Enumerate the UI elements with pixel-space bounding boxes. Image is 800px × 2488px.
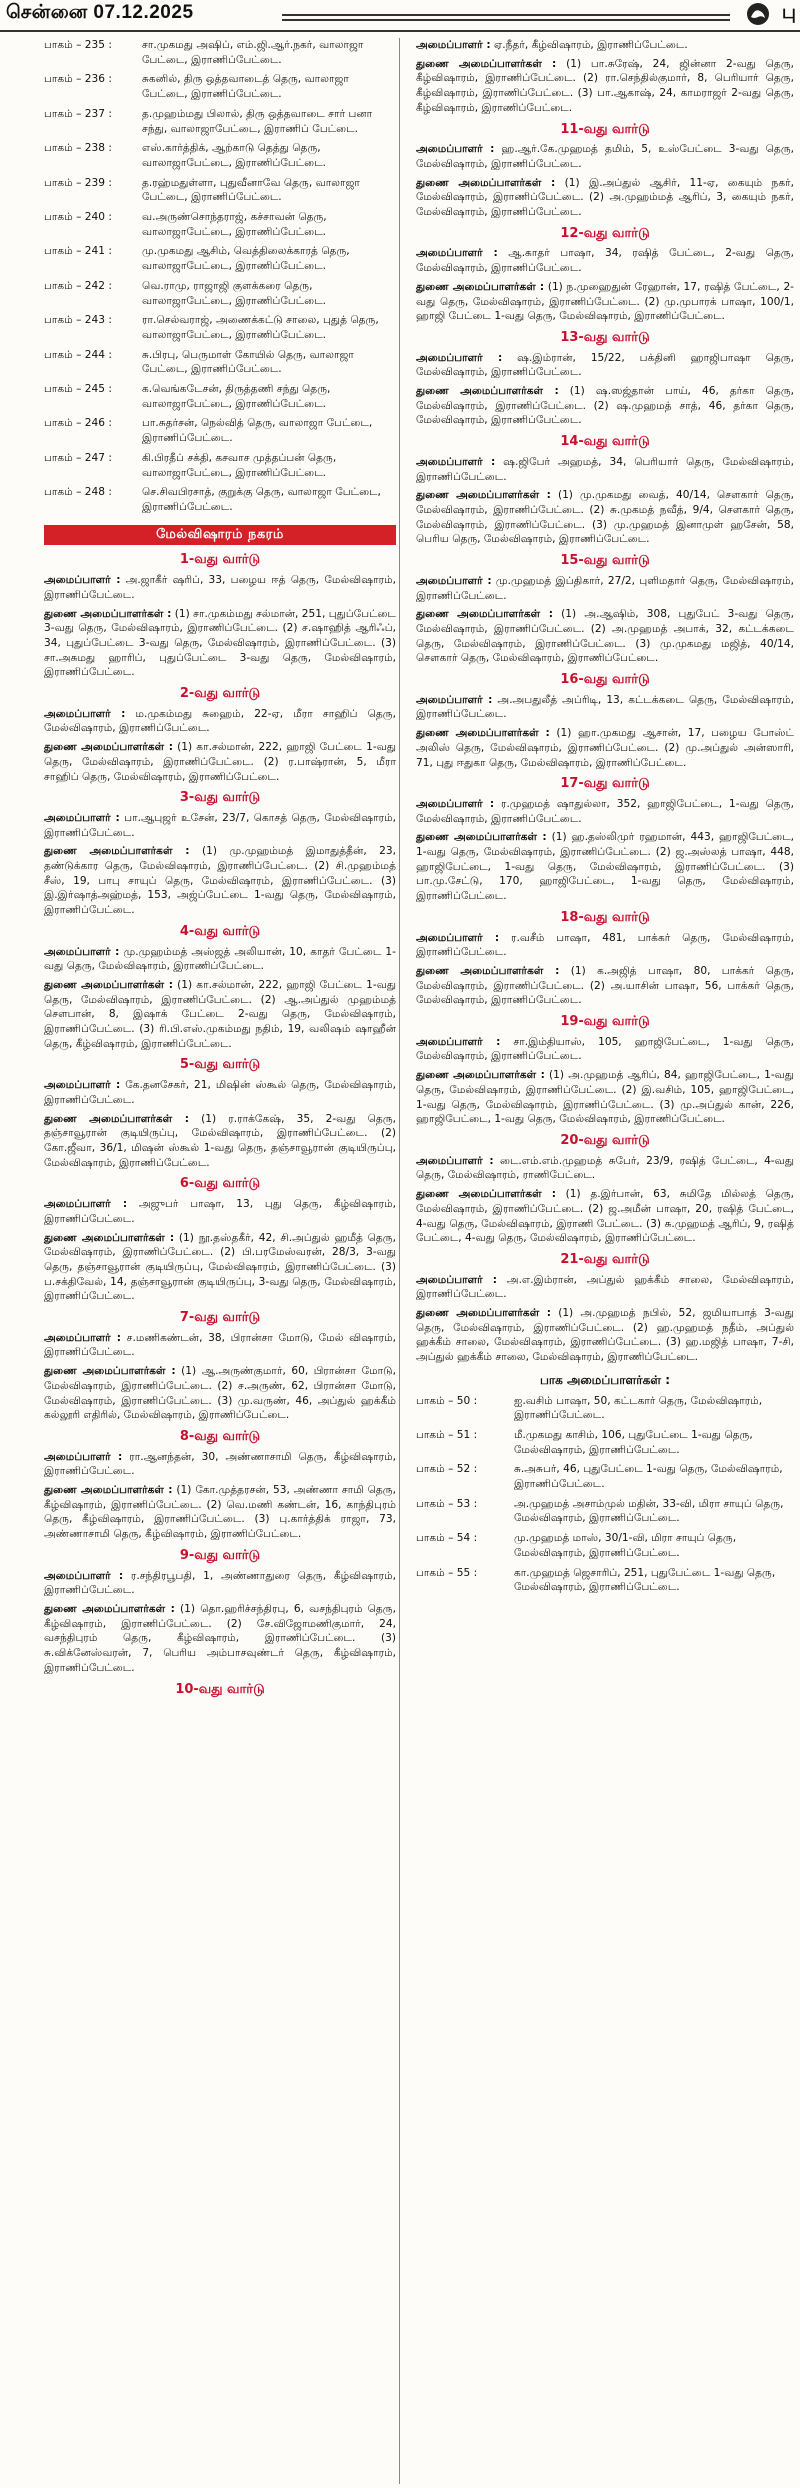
organizer-label: அமைப்பாளர் : — [416, 143, 495, 156]
deputy-text: (1) அ.ஆஷிம், 308, புதுபேட் 3-வது தெரு, மேல்விஷாரம், இராணிப்பேட்டை. (2) அ.முஹமத் அபாக், 32, கட்டக்கடை தெரு, மேல்விஷாரம், இராணிப்பேட்டை. (3) மு.முகமது மஜித், 40/14, சௌகார் தெரு, மேல்விஷாரம், இராணிப்பேட்டை. — [416, 608, 794, 665]
deputy-label: துணை அமைப்பாளர்கள் : — [44, 1602, 175, 1615]
ward-deputies — [416, 488, 794, 547]
ward-deputies — [44, 844, 396, 918]
deputy-text: (1) கா.சல்மான், 222, ஹாஜி பேட்டை 1-வது தெரு, மேல்விஷாரம், இராணிப்பேட்டை. (2) ர.பாஷ்ரான், 5, மீரா சாஹிப் தெரு, மேல்விஷாரம், இராணிப்பேட்டை. — [44, 741, 396, 783]
ward-deputies — [416, 726, 794, 770]
ward-organizer — [416, 931, 794, 960]
part-organizer: மு.முஹமத் மாஸ், 30/1-வி, மிரா சாயுப் தெரு, மேல்விஷாரம், இராணிப்பேட்டை. — [514, 1532, 737, 1559]
deputy-text: (1) கா.சல்மான், 222, ஹாஜி பேட்டை 1-வது தெரு, மேல்விஷாரம், இராணிப்பேட்டை. (2) ஆ.அப்துல் முஹம்மத் சௌபான், 8, இஷாக் பேட்டை 2-வது தெரு, மேல்விஷாரம், இராணிப்பேட்டை. (3) ரி.பி.எஸ்.முகம்மது நதிம், 19, வலிஷம் ஷாஹீன் தெரு, கீழ்விஷாரம், இராணிப்பேட்டை. — [44, 978, 396, 1050]
organizer-text: ர.முஹமத் ஷாதுல்லா, 352, ஹாஜிபேட்டை, 1-வது தெரு, மேல்விஷாரம், இராணிப்பேட்டை. — [416, 797, 794, 825]
ward-title: 20-வது வார்டு — [560, 1133, 650, 1148]
organizer-text: ம.முகம்மது சுஹைம், 22-ஏ, மீரா சாஹிப் தெரு, மேல்விஷாரம், இராணிப்பேட்டை. — [44, 707, 396, 735]
ward-title: 7-வது வார்டு — [179, 1310, 261, 1326]
ward-deputies — [44, 1483, 396, 1542]
ward-title: 18-வது வார்டு — [560, 909, 650, 925]
organizer-text: ஷ.ஜிபேர் அஹமத், 34, பெரியார் தெரு, மேல்விஷாரம், இராணிப்பேட்டை. — [416, 455, 794, 483]
organizer-label: அமைப்பாளர் : — [416, 455, 496, 468]
organizer-text: ஹ.ஆர்.கே.முஹமத் தமிம், 5, உஸ்பேட்டை 3-வது தெரு, மேல்விஷாரம், இராணிப்பேட்டை. — [416, 143, 794, 170]
ward-deputies — [44, 1231, 396, 1305]
ward-deputies — [416, 1306, 794, 1365]
ward-deputies — [44, 1112, 396, 1171]
ward-title: 13-வது வார்டு — [560, 329, 650, 345]
ward-title: 21-வது வார்டு — [560, 1251, 650, 1267]
part-organizer: மு.முகமது ஆசிம், வெத்திலைக்காரத் தெரு, வாலாஜாபேட்டை, இராணிப்பேட்டை. — [142, 245, 350, 273]
organizer-text: கே.தனசேகர், 21, மிஷின் ஸ்கூல் தெரு, மேல்விஷாரம், இராணிப்பேட்டை. — [44, 1079, 396, 1106]
part-organizer: எஸ்.கார்த்திக், ஆற்காடு தெத்து தெரு, வாலாஜாபேட்டை, இராணிப்பேட்டை. — [142, 142, 327, 169]
ward-organizer — [416, 38, 794, 53]
organizer-label: அமைப்பாளர் : — [416, 351, 503, 364]
part-number: பாகம் – 236 : — [44, 73, 112, 86]
newspaper-logo-icon — [746, 2, 770, 26]
ward-deputies — [416, 1187, 794, 1246]
organizer-text: மு.முஹமத் இப்திகார், 27/2, புளிமதார் தெரு, மேல்விஷாரம், இராணிப்பேட்டை. — [416, 574, 794, 602]
left-column — [4, 38, 396, 2484]
ward-title: 11-வது வார்டு — [560, 121, 650, 137]
edition-date: சென்னை 07.12.2025 — [6, 2, 194, 23]
organizer-label: அமைப்பாளர் : — [44, 1079, 121, 1092]
organizer-label: அமைப்பாளர் : — [416, 1154, 494, 1167]
column-divider — [399, 38, 400, 2484]
ward-deputies — [44, 978, 396, 1052]
deputy-text: (1) ஹ.தஸ்லிமுர் ரஹமான், 443, ஹாஜிபேட்டை, 1-வது தெரு, மேல்விஷாரம், இராணிப்பேட்டை. (2) ஜ.அஸ்லத் பாஷா, 448, ஹாஜிபேட்டை, 1-வது தெரு, மேல்விஷாரம், இராணிப்பேட்டை. (3) பா.மு.சேட்டு, 170, ஹாஜிபேட்டை, 1-வது தெரு, மேல்விஷாரம், இராணிப்பேட்டை. — [416, 831, 794, 903]
deputy-text: (1) நூ.தஸ்தகீர், 42, சி.அப்துல் ஹமீத் தெரு, மேல்விஷாரம், இராணிப்பேட்டை. (2) பி.பரமேஸ்வரன், 28/3, 3-வது தெரு, தஞ்சாவூரான் குடியிருப்பு, மேல்விஷாரம், இராணிப்பேட்டை. (3) ப.சக்திவேல், 14, தஞ்சாவூரான் குடியிருப்பு, 3-வது தெரு, மேல்விஷாரம், இராணிப்பேட்டை. — [44, 1231, 396, 1303]
organizer-text: ரா.ஆனந்தன், 30, அண்ணாசாமி தெரு, கீழ்விஷாரம், இராணிப்பேட்டை. — [44, 1450, 396, 1478]
ward-title: 8-வது வார்டு — [179, 1428, 261, 1444]
ward-organizer — [416, 1154, 794, 1183]
part-row — [44, 279, 396, 308]
part-organizer: வெ.ராமு, ராஜாஜி குளக்கரை தெரு, வாலாஜாபேட்டை, இராணிப்பேட்டை. — [142, 279, 327, 307]
ward-deputies — [416, 57, 794, 116]
part-number: பாகம் – 54 : — [416, 1532, 478, 1545]
part-number: பாகம் – 51 : — [416, 1428, 478, 1441]
part-row — [44, 107, 396, 136]
organizer-label: அமைப்பாளர் : — [416, 574, 492, 587]
organizer-label: அமைப்பாளர் : — [44, 945, 120, 958]
organizer-text: சா.இம்தியாஸ், 105, ஹாஜிபேட்டை, 1-வது தெரு, மேல்விஷாரம், இராணிப்பேட்டை. — [416, 1035, 794, 1063]
ward-organizer — [416, 693, 794, 722]
ward-deputies — [44, 1364, 396, 1423]
part-row — [44, 244, 396, 273]
ward-organizer — [44, 1078, 396, 1107]
organizer-label: அமைப்பாளர் : — [416, 1273, 498, 1286]
organizer-label: அமைப்பாளர் : — [44, 707, 126, 720]
ward-deputies — [416, 1068, 794, 1127]
ward-title: 12-வது வார்டு — [560, 225, 650, 241]
ward-organizer — [44, 945, 396, 974]
deputy-label: துணை அமைப்பாளர்கள் : — [416, 1069, 545, 1082]
organizer-label: அமைப்பாளர் : — [44, 1198, 128, 1211]
ward-organizer — [44, 1569, 396, 1598]
part-organizer: கா.முஹமத் ஜெசாரிப், 251, புதுபேட்டை 1-வது தெரு, மேல்விஷாரம், இராணிப்பேட்டை. — [514, 1566, 776, 1594]
deputy-text: (1) ர.ராக்கேஷ், 35, 2-வது தெரு, தஞ்சாவூரான் குடியிருப்பு, மேல்விஷாரம், இராணிப்பேட்டை. (2) கோ.ஜீவா, 36/1, மிஷன் ஸ்கூல் 1-வது தெரு, தஞ்சாவூரான் குடியிருப்பு, மேல்விஷாரம், இராணிப்பேட்டை. — [44, 1112, 396, 1169]
part-organizer: பா.சுதர்சன், நெல்வித் தெரு, வாலாஜா பேட்டை, இராணிப்பேட்டை. — [142, 417, 373, 445]
deputy-label: துணை அமைப்பாளர்கள் : — [44, 845, 190, 858]
ward-organizer — [416, 455, 794, 484]
organizer-text: பா.ஆபுஜர் உசேன், 23/7, கொசத் தெரு, மேல்விஷாரம், இராணிப்பேட்டை. — [44, 811, 396, 839]
ward-deputies — [416, 280, 794, 324]
organizer-text: ர.சந்திரபூபதி, 1, அண்ணாதுரை தெரு, கீழ்விஷாரம், இராணிப்பேட்டை. — [44, 1569, 396, 1597]
deputy-text: (1) அ.முஹமத் நபில், 52, ஜமியாபாத் 3-வது தெரு, மேல்விஷாரம், இராணிப்பேட்டை. (2) ஹ.முஹமத் நதீம், அப்துல் ஹக்கீம் சாலை, மேல்விஷாரம், இராணிப்பேட்டை. (3) ஹ.மஜித் பாஷா, 7-சி, அப்துல் ஹக்கீம் சாலை, மேல்விஷாரம், இராணிப்பேட்டை. — [416, 1307, 794, 1364]
deputy-text: (1) மு.முகமது வைத், 40/14, சௌகார் தெரு, மேல்விஷாரம், இராணிப்பேட்டை. (2) சு.முகமத் நவீத், 9/4, சௌகார் தெரு, மேல்விஷாரம், இராணிப்பேட்டை. (3) மு.முஹமத் இனாமுள் ஹசேன், 58, பெரிய தெரு, மேல்விஷாரம், இராணிப்பேட்டை. — [416, 489, 794, 546]
ward-deputies — [416, 830, 794, 904]
organizer-label: அமைப்பாளர் : — [416, 797, 495, 810]
ward-title: 15-வது வார்டு — [560, 553, 650, 569]
organizer-label: அமைப்பாளர் : — [44, 1569, 124, 1582]
part-number: பாகம் – 55 : — [416, 1566, 478, 1579]
part-organizer: சா.முகமது அஷிப், எம்.ஜி.ஆர்.நகர், வாலாஜா பேட்டை, இராணிப்பேட்டை. — [142, 39, 364, 66]
part-row — [44, 72, 396, 101]
part-row — [416, 1566, 794, 1595]
ward-organizer — [44, 707, 396, 736]
part-organizer: சுகனில், திரு ஒத்தவாடைத் தெரு, வாலாஜா பேட்டை, இராணிப்பேட்டை. — [142, 73, 349, 101]
ward-organizer — [44, 811, 396, 840]
deputy-label: துணை அமைப்பாளர்கள் : — [416, 176, 556, 189]
ward-deputies — [416, 964, 794, 1008]
ward-title: 1-வது வார்டு — [179, 552, 261, 568]
ward-organizer — [416, 351, 794, 380]
ward-title: 5-வது வார்டு — [179, 1057, 261, 1073]
deputy-label: துணை அமைப்பாளர்கள் : — [416, 964, 560, 977]
part-row — [416, 1462, 794, 1491]
deputy-label: துணை அமைப்பாளர்கள் : — [416, 385, 559, 398]
part-organizer: வ.அருண்சொந்தராஜ், கச்சாவன் தெரு, வாலாஜாபேட்டை, இராணிப்பேட்டை. — [142, 211, 327, 238]
organizer-label: அமைப்பாளர் : — [416, 931, 500, 944]
deputy-text: (1) மு.முஹம்மத் இமாதுத்தீன், 23, தண்டுக்கார தெரு, மேல்விஷாரம், இராணிப்பேட்டை. (2) சி.முஹம்மத் சீஸ், 19, பாபு சாயுப் தெரு, மேல்விஷாரம், இராணிப்பேட்டை. (3) இ.இர்ஷாத்அஹ்மத், 153, அஜ்ப்பேட்டை 1-வது தெரு, மேல்விஷாரம், இராணிப்பேட்டை. — [44, 845, 396, 917]
ward-title: 19-வது வார்டு — [560, 1014, 650, 1030]
organizer-text: ஏ.நீதர், கீழ்விஷாரம், இராணிப்பேட்டை. — [494, 39, 688, 51]
deputy-label: துணை அமைப்பாளர்கள் : — [416, 831, 547, 844]
part-organizer: க.வெங்கடேசன், திருத்தணி சந்து தெரு, வாலாஜாபேட்டை, இராணிப்பேட்டை. — [142, 383, 331, 410]
deputy-label: துணை அமைப்பாளர்கள் : — [44, 1365, 176, 1378]
deputy-text: (1) ஷ.ஸஜ்தான் பாய், 46, தர்கா தெரு, மேல்விஷாரம், இராணிப்பேட்டை. (2) ஷ.முஹமத் சாத், 46, தர்கா தெரு, மேல்விஷாரம், இராணிப்பேட்டை. — [416, 385, 794, 427]
part-organizer: ரா.செல்வராஜ், அணைக்கட்டு சாலை, புதுத் தெரு, வாலாஜாபேட்டை, இராணிப்பேட்டை. — [142, 314, 379, 341]
part-organizer: மீ.முகமது காசிம், 106, புதுபேட்டை 1-வது தெரு, மேல்விஷாரம், இராணிப்பேட்டை. — [514, 1428, 753, 1456]
part-row — [44, 141, 396, 170]
deputy-text: (1) தொ.ஹரிச்சந்திரபு, 6, வசந்திபுரம் தெரு, கீழ்விஷாரம், இராணிப்பேட்டை. (2) சே.விஜோமணிகுமார், 24, வசந்திபுரம் தெரு, கீழ்விஷாரம், இராணிப்பேட்டை. (3) சு.விக்னேஸ்வரன், 7, பெரிய அம்பாசவுண்டர் தெரு, கீழ்விஷாரம், இராணிப்பேட்டை. — [44, 1602, 396, 1674]
part-number: பாகம் – 248 : — [44, 486, 112, 499]
ward-organizer — [44, 1331, 396, 1360]
deputy-label: துணை அமைப்பாளர்கள் : — [44, 1231, 175, 1244]
organizer-text: ச.மணிகண்டன், 38, பிரான்சா மோடு, மேல் விஷாரம், இராணிப்பேட்டை. — [44, 1331, 396, 1359]
organizer-text: ஷ.இம்ரான், 15/22, பக்தினி ஹாஜிபாஷா தெரு, மேல்விஷாரம், இராணிப்பேட்டை. — [416, 351, 794, 379]
organizer-label: அமைப்பாளர் : — [44, 811, 120, 824]
part-row — [416, 1394, 794, 1423]
town-banner: மேல்விஷாரம் நகரம் — [44, 525, 396, 546]
part-row — [44, 313, 396, 342]
ward-title: 6-வது வார்டு — [179, 1176, 261, 1192]
ward-organizer — [416, 142, 794, 171]
deputy-text: (1) அ.முஹமத் ஆரிப், 84, ஹாஜிபேட்டை, 1-வது தெரு, மேல்விஷாரம், இராணிப்பேட்டை. (2) இ.வசிம், 105, ஹாஜிபேட்டை, 1-வது தெரு, மேல்விஷாரம், இராணிப்பேட்டை. (3) மு.அப்துல் கான், 226, ஹாஜிபேட்டை, 1-வது தெரு, மேல்விஷாரம், இராணிப்பேட்டை. — [416, 1069, 794, 1126]
ward-title: 9-வது வார்டு — [179, 1547, 261, 1563]
deputy-text: (1) த.இர்பான், 63, சுமிதே மில்லத் தெரு, மேல்விஷாரம், இராணிப்பேட்டை. (2) ஜ.அமீன் பாஷா, 20, ரஷித் பேட்டை, 4-வது தெரு, மேல்விஷாரம், இராணி பேட்டை. (3) சு.முஹமத் ஆரிப், 9, ரஷித் பேட்டை, 4-வது தெரு, மேல்விஷாரம், இராணிப்பேட்டை. — [416, 1188, 794, 1245]
deputy-text: (1) இ.அப்துல் ஆசிர், 11-ஏ, கையும் நகர், மேல்விஷாரம், இராணிப்பேட்டை. (2) அ.முஹம்மத் ஆரிப், 3, கையும் நகர், மேல்விஷாரம், இராணிப்பேட்டை. — [416, 176, 795, 219]
part-number: பாகம் – 243 : — [44, 314, 112, 327]
part-number: பாகம் – 52 : — [416, 1463, 478, 1476]
deputy-text: (1) ஹா.முகமது ஆசான், 17, பழைய போஸ்ட் அலிஸ் தெரு, மேல்விஷாரம், இராணிப்பேட்டை. (2) மு.அப்துல் அன்ஸாரி, 71, புது ஈதுகா தெரு, மேல்விஷாரம், இராணிப்பேட்டை. — [416, 727, 794, 769]
part-organizers-title: பாக அமைப்பாளர்கள் : — [539, 1372, 671, 1387]
part-row — [44, 451, 396, 480]
organizer-label: அமைப்பாளர் : — [416, 1035, 501, 1048]
part-row — [44, 382, 396, 411]
ward-organizer — [416, 1035, 794, 1064]
ward-organizer — [416, 797, 794, 826]
deputy-label: துணை அமைப்பாளர்கள் : — [416, 1307, 551, 1320]
part-number: பாகம் – 244 : — [44, 348, 112, 361]
deputy-label: துணை அமைப்பாளர்கள் : — [44, 1484, 173, 1497]
part-row — [416, 1497, 794, 1526]
ward-organizer — [416, 1273, 794, 1302]
deputy-label: துணை அமைப்பாளர்கள் : — [416, 57, 557, 70]
part-row — [416, 1531, 794, 1560]
organizer-text: டை.எம்.எம்.முஹமத் சுபேர், 23/9, ரஷித் பேட்டை, 4-வது தெரு, மேல்விஷாரம், ராணிபேட்டை. — [416, 1154, 794, 1182]
part-number: பாகம் – 247 : — [44, 451, 112, 464]
deputy-label: துணை அமைப்பாளர்கள் : — [416, 1188, 556, 1201]
part-number: பாகம் – 241 : — [44, 245, 112, 258]
part-number: பாகம் – 53 : — [416, 1497, 478, 1510]
part-number: பாகம் – 239 : — [44, 176, 112, 189]
organizer-text: அ.எ.இம்ரான், அப்துல் ஹக்கீம் சாலை, மேல்விஷாரம், இராணிப்பேட்டை. — [416, 1273, 794, 1301]
organizer-text: அ.ஜாகீர் ஷரிப், 33, பழைய ஈத் தெரு, மேல்விஷாரம், இராணிப்பேட்டை. — [44, 574, 396, 601]
part-row — [44, 348, 396, 377]
organizer-label: அமைப்பாளர் : — [416, 39, 491, 51]
ward-organizer — [416, 246, 794, 275]
article-columns — [4, 38, 796, 2484]
part-number: பாகம் – 50 : — [416, 1394, 478, 1407]
deputy-text: (1) க.அஜித் பாஷா, 80, பாக்கர் தெரு, மேல்விஷாரம், இராணிப்பேட்டை. (2) அ.யாசின் பாஷா, 56, பாக்கர் தெரு, மேல்விஷாரம், இராணிப்பேட்டை. — [416, 964, 795, 1007]
organizer-label: அமைப்பாளர் : — [44, 1450, 123, 1463]
header-rule — [282, 19, 730, 21]
deputy-text: (1) ஆ.அருண்குமார், 60, பிரான்சா மோடு, மேல்விஷாரம், இராணிப்பேட்டை. (2) ச.அருண், 62, பிரான்சா மோடு, மேல்விஷாரம், இராணிப்பேட்டை. (3) மு.வருண், 46, அப்துல் ஹக்கீம் கல்லூரி எதிரில், மேல்விஷாரம், இராணிப்பேட்டை. — [44, 1365, 396, 1422]
ward-deputies — [416, 176, 794, 220]
deputy-text: (1) பா.சுரேஷ், 24, ஜின்னா 2-வது தெரு, கீழ்விஷாரம், இராணிப்பேட்டை. (2) ரா.செந்தில்குமார், 8, பெரியார் தெரு, கீழ்விஷாரம், இராணிப்பேட்டை. (3) பா.ஆகாஷ், 24, காமராஜர் 2-வது தெரு, கீழ்விஷாரம், இராணிப்பேட்டை. — [416, 57, 795, 114]
organizer-text: அ.அபதுலீத் அப்ரிடி, 13, கட்டக்கடை தெரு, மேல்விஷாரம், இராணிப்பேட்டை. — [416, 693, 794, 721]
deputy-label: துணை அமைப்பாளர்கள் : — [416, 608, 553, 621]
part-organizer: கி.பிரதீப் சக்தி, கசவாச முத்தப்பன் தெரு, வாலாஜாபேட்டை, இராணிப்பேட்டை. — [142, 451, 337, 479]
part-row — [44, 38, 396, 67]
ward-deputies — [416, 384, 794, 428]
part-organizer: த.ரஹ்மதுள்ளா, புதுவீனாவே தெரு, வாலாஜா பேட்டை, இராணிப்பேட்டை. — [142, 176, 360, 204]
part-organizer: த.முஹம்மது பிலால், திரு ஒத்தவாடை சார் பனா சந்து, வாலாஜாபேட்டை, இராணிப் பேட்டை. — [142, 107, 373, 135]
part-number: பாகம் – 237 : — [44, 107, 112, 120]
organizer-label: அமைப்பாளர் : — [44, 1331, 121, 1344]
page-header — [0, 0, 800, 32]
part-number: பாகம் – 240 : — [44, 211, 112, 224]
deputy-label: துணை அமைப்பாளர்கள் : — [416, 727, 550, 740]
part-organizer: ஐ.வசிம் பாஷா, 50, கட்டகார் தெரு, மேல்விஷாரம், இராணிப்பேட்டை. — [514, 1394, 763, 1422]
part-row — [44, 176, 396, 205]
part-row — [416, 1428, 794, 1457]
part-row — [44, 485, 396, 514]
part-number: பாகம் – 245 : — [44, 383, 112, 396]
organizer-text: ஆ.காதர் பாஷா, 34, ரஷித் பேட்டை, 2-வது தெரு, மேல்விஷாரம், இராணிப்பேட்டை. — [416, 247, 794, 275]
ward-title: 4-வது வார்டு — [179, 923, 261, 939]
ward-title: 16-வது வார்டு — [560, 672, 650, 688]
organizer-label: அமைப்பாளர் : — [416, 247, 498, 260]
deputy-label: துணை அமைப்பாளர்கள் : — [44, 978, 173, 991]
part-organizer: செ.சிவபிரசாத், குறுக்கு தெரு, வாலாஜா பேட்டை, இராணிப்பேட்டை. — [142, 486, 381, 513]
ward-deputies — [44, 607, 396, 681]
part-organizer: அ.முஹமத் அசாம்முல் மதின், 33-வி, மிரா சாயுப் தெரு, மேல்விஷாரம், இராணிப்பேட்டை. — [514, 1497, 784, 1525]
page-letter: பு — [781, 1, 796, 23]
part-organizer: சு.அசுபர், 46, புதுபேட்டை 1-வது தெரு, மேல்விஷாரம், இராணிப்பேட்டை. — [514, 1463, 783, 1491]
ward-deputies — [44, 1602, 396, 1676]
deputy-label: துணை அமைப்பாளர்கள் : — [44, 741, 173, 754]
ward-organizer — [44, 1197, 396, 1226]
ward-title: 2-வது வார்டு — [179, 686, 261, 702]
ward-title: 3-வது வார்டு — [179, 790, 261, 806]
deputy-text: (1) கோ.முத்தரசன், 53, அண்ணா சாமி தெரு, கீழ்விஷாரம், இராணிப்பேட்டை. (2) வெ.மணி கண்டன், 16, காந்திபுரம் தெரு, கீழ்விஷாரம், இராணிப்பேட்டை. (3) பு.கார்த்திக் ராஜா, 73, அண்ணாசாமி தெரு, கீழ்விஷாரம், இராணிப்பேட்டை. — [44, 1484, 396, 1541]
ward-deputies — [44, 740, 396, 784]
ward-deputies — [416, 607, 794, 666]
part-number: பாகம் – 246 : — [44, 417, 112, 430]
organizer-text: அஜுபர் பாஷா, 13, புது தெரு, கீழ்விஷாரம், இராணிப்பேட்டை. — [44, 1198, 396, 1225]
part-row — [44, 210, 396, 239]
ward-title: 10-வது வார்டு — [175, 1681, 265, 1697]
organizer-text: ர.வசீம் பாஷா, 481, பாக்கர் தெரு, மேல்விஷாரம், இராணிப்பேட்டை. — [416, 931, 794, 959]
deputy-label: துணை அமைப்பாளர்கள் : — [416, 280, 545, 293]
ward-title: 17-வது வார்டு — [560, 776, 650, 792]
organizer-label: அமைப்பாளர் : — [416, 693, 493, 706]
deputy-text: (1) சா.முகம்மது சல்மான், 251, புதுப்பேட்டை 3-வது தெரு, மேல்விஷாரம், இராணிப்பேட்டை. (2) ச.ஷாஹித் ஆரிஃப், 34, புதுப்பேட்டை 3-வது தெரு, மேல்விஷாரம், இராணிப்பேட்டை. (3) சா.அசுமது ஹாரிப், புதுப்பேட்டை 3-வது தெரு, மேல்விஷாரம், இராணிப்பேட்டை. — [44, 607, 396, 679]
organizer-text: மு.முஹம்மத் அஸ்ஜத் அலியான், 10, காதர் பேட்டை 1-வது தெரு, மேல்விஷாரம், இராணிப்பேட்டை. — [44, 945, 396, 973]
deputy-label: துணை அமைப்பாளர்கள் : — [44, 607, 172, 620]
ward-organizer — [44, 1450, 396, 1479]
part-number: பாகம் – 238 : — [44, 142, 112, 155]
part-number: பாகம் – 235 : — [44, 39, 112, 51]
deputy-text: (1) ந.முஹைதுன் ரேஹான், 17, ரஷித் பேட்டை, 2-வது தெரு, மேல்விஷாரம், இராணிப்பேட்டை. (2) மு.முபாரக் பாஷா, 100/1, ஹாஜி பேட்டை 1-வது தெரு, மேல்விஷாரம், இராணிப்பேட்டை. — [416, 280, 795, 323]
part-organizer: சு.பிரபு, பெருமாள் கோயில் தெரு, வாலாஜா பேட்டை, இராணிப்பேட்டை. — [142, 348, 354, 376]
part-number: பாகம் – 242 : — [44, 279, 112, 292]
deputy-label: துணை அமைப்பாளர்கள் : — [44, 1112, 189, 1125]
ward-title: 14-வது வார்டு — [560, 434, 650, 450]
organizer-label: அமைப்பாளர் : — [44, 574, 121, 587]
deputy-label: துணை அமைப்பாளர்கள் : — [416, 489, 551, 502]
ward-organizer — [44, 573, 396, 602]
header-rule — [282, 14, 730, 16]
ward-organizer — [416, 574, 794, 603]
right-column — [404, 38, 796, 2484]
part-row — [44, 416, 396, 445]
